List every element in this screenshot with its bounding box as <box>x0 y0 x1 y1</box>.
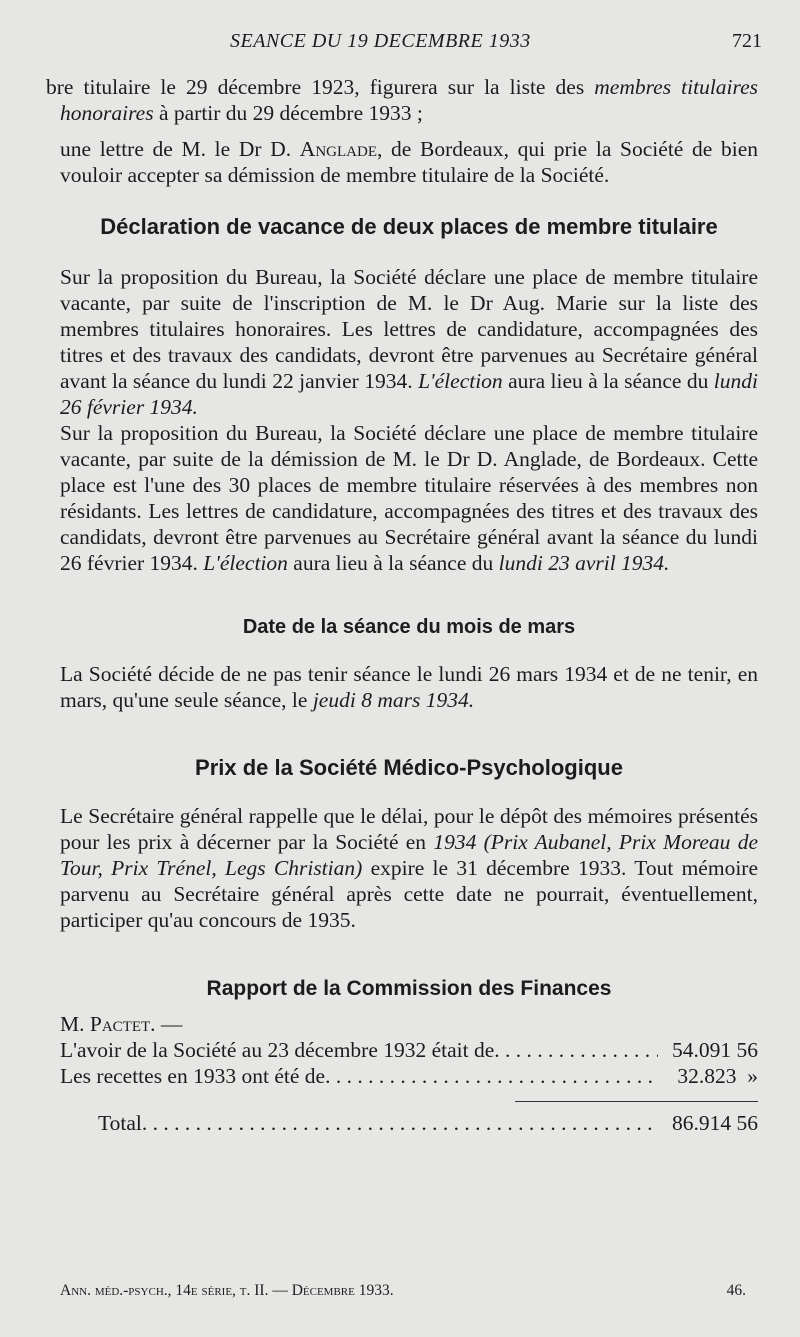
section-title-vacancy: Déclaration de vacance de deux places de membre titulaire <box>100 214 718 239</box>
section-title-finances: Rapport de la Commission des Finances <box>206 977 612 1000</box>
running-title: SEANCE DU 19 DECEMBRE 1933 <box>230 30 531 52</box>
prizes-paragraph: Le Secrétaire général rappelle que le délai, pour le dépôt des mémoires présentés pour les prix à décerner par la Société en 1934 (Prix Aubanel, Prix Moreau de Tour, Prix Trénel, Legs Christian) expire le 31 décembre 1933. Tout mémoire parvenu au Secrétaire général après cette date ne pourrait, éventuellement, participer qu'au concours de 1935. <box>60 804 759 932</box>
intro-paragraph-2: une lettre de M. le Dr D. Anglade, de Bordeaux, qui prie la Société de bien vouloir accepter sa démission de membre titulaire de la Société. <box>60 137 758 187</box>
vacancy-paragraph-2: Sur la proposition du Bureau, la Société déclare une place de membre titulaire vacante, par suite de la démission de M. le Dr D. Anglade, de Bordeaux. Cette place est l'une des 30 places de membre titulaire réservées à des membres non résidants. Les lettres de candidature, accompagnées des titres et des travaux des candidats, devront être parvenues au Secrétaire général avant la séance du lundi 26 février 1934. L'élection aura lieu à la séance du lundi 23 avril 1934. <box>60 421 758 575</box>
finance-line-balance: L'avoir de la Société au 23 décembre 1932 était de . . . 54.091 56 <box>60 1037 758 1063</box>
balance-amount: 54.091 56 <box>672 1038 758 1062</box>
journal-citation: Ann. méd.-psych., 14e série, t. II. — Décembre 1933. <box>60 1282 394 1299</box>
signature-mark: 46. <box>726 1282 746 1299</box>
intro-paragraph-1: bre titulaire le 29 décembre 1923, figurera sur la liste des membres titulaires honoraires à partir du 29 décembre 1933 ; <box>46 75 758 125</box>
finance-line-total: Total . . . 86.914 56 <box>60 1110 758 1136</box>
finance-line-receipts: Les recettes en 1933 ont été de . . . 32.823 » <box>60 1063 758 1089</box>
vacancy-paragraph-1: Sur la proposition du Bureau, la Société déclare une place de membre titulaire vacante, par suite de l'inscription de M. le Dr Aug. Marie sur la liste des membres titulaires honoraires. Les lettres de candidature, accompagnées des titres et des travaux des candidats, devront être parvenues au Secrétaire général avant la séance du lundi 22 janvier 1934. L'élection aura lieu à la séance du lundi 26 février 1934. <box>60 265 758 419</box>
page-number: 721 <box>732 30 762 52</box>
section-title-march-meeting: Date de la séance du mois de mars <box>242 616 576 638</box>
section-title-prizes: Prix de la Société Médico-Psychologique <box>195 755 623 780</box>
page-body <box>46 74 759 1136</box>
total-amount: 86.914 56 <box>672 1111 758 1135</box>
finance-speaker: M. Pactet. — <box>60 1012 183 1036</box>
total-rule <box>515 1101 758 1102</box>
running-header <box>0 30 800 56</box>
receipts-amount: 32.823 » <box>677 1064 758 1088</box>
march-meeting-paragraph: La Société décide de ne pas tenir séance le lundi 26 mars 1934 et de ne tenir, en mars, qu'une seule séance, le jeudi 8 mars 1934. <box>60 662 758 712</box>
